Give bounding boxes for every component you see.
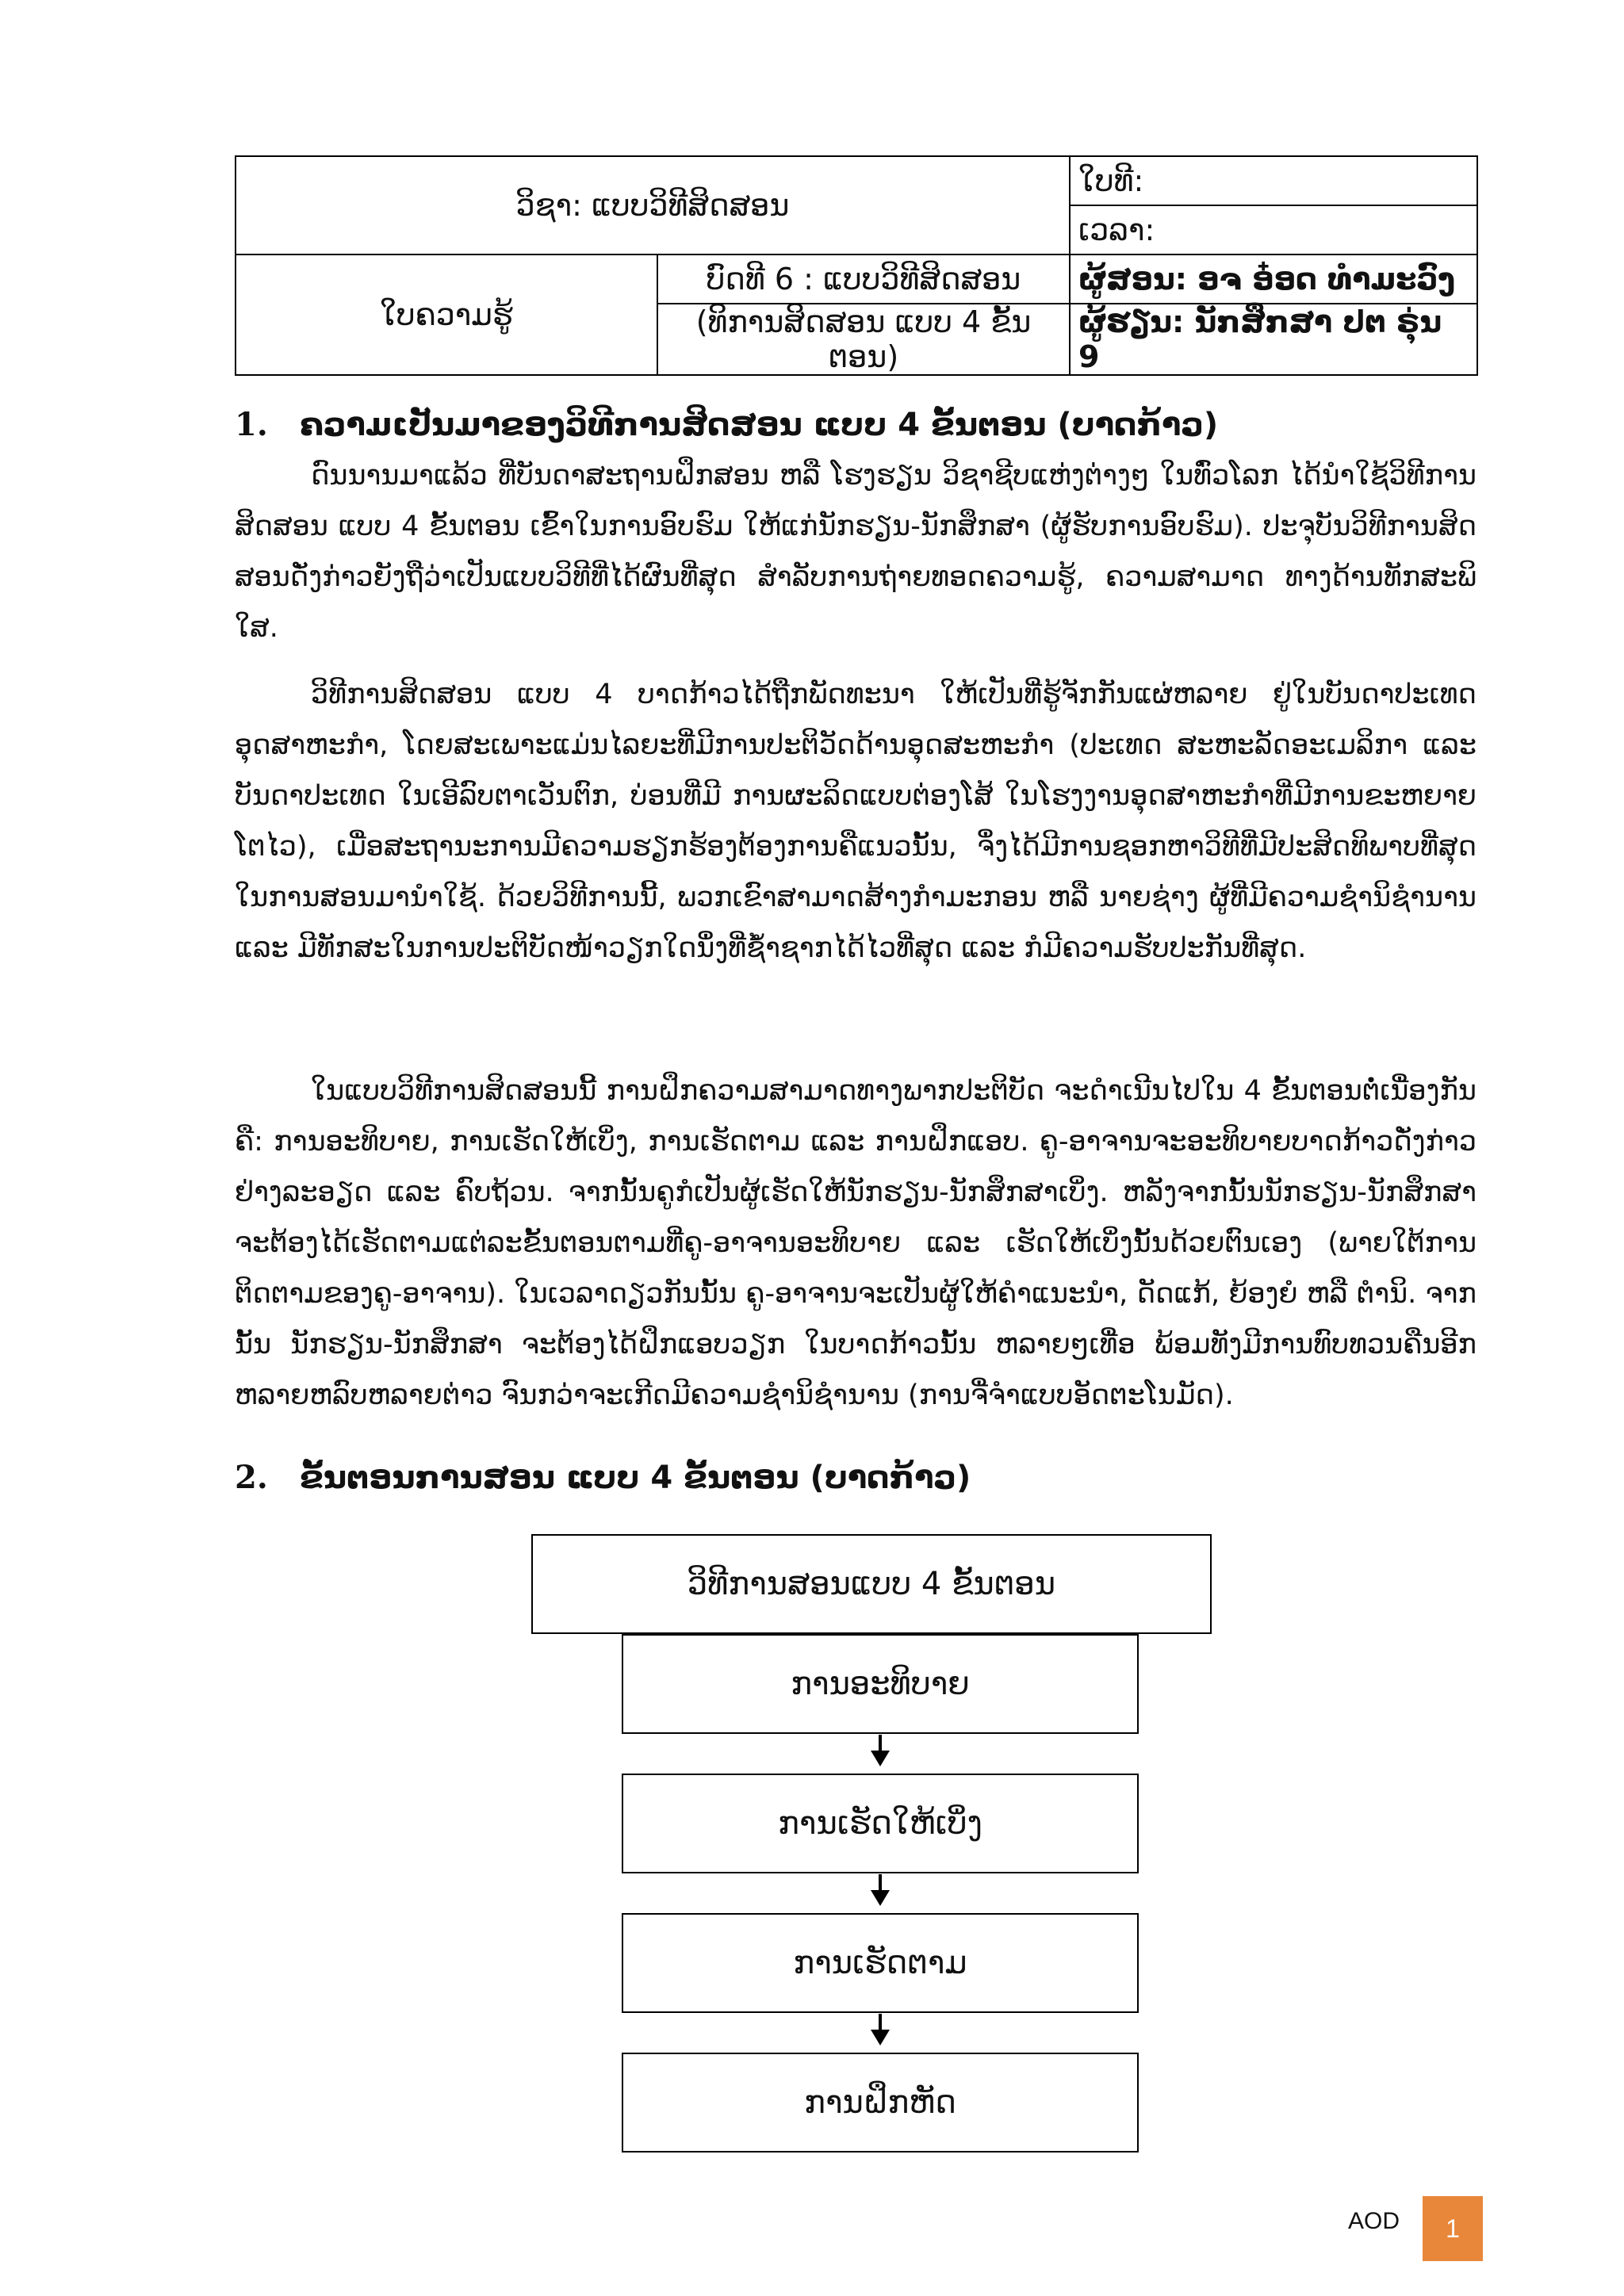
learner-cell: ຜູ້ຮຽນ: ນັກສຶກສາ ປຕ ຣຸ່ນ 9: [1070, 304, 1477, 375]
lesson-title-cell: ບົດທີ 6 : ແບບວິທີສິດສອນ: [657, 254, 1070, 304]
section1-paragraph-2: ວິທີການສິດສອນ ແບບ 4 ບາດກ້າວໄດ້ຖືກພັດທະນາ ໃຫ້ເປັນທີ່ຮູ້ຈັກກັນແຜ່ຫລາຍ ຢູ່ໃນບັນດາປະເທດອຸດສາຫະກຳ, ໂດຍສະເພາະແມ່ນໄລຍະທີ່ມີການປະຕິວັດດ້ານອຸດສະຫະກຳ (ປະເທດ ສະຫະລັດອະເມລິກາ ແລະ ບັນດາປະເທດ ໃນເອີລົບຕາເວັນຕົກ, ບ່ອນທີ່ມີ ການຜະລິດແບບຕ່ອງໂສ້ ໃນໂຮງງານອຸດສາຫະກຳທີ່ມີການຂະຫຍາຍໂຕໄວ), ເມື່ອສະຖານະການມີຄວາມຮຽກຮ້ອງຕ້ອງການຄືແນວນັ້ນ, ຈຶ່ງໄດ້ມີການຊອກຫາວິທີທີ່ມີປະສິດທິພາບທີ່ສຸດໃນການສອນມານຳໃຊ້. ດ້ວຍວິທີການນີ້, ພວກເຂົາສາມາດສ້າງກຳມະກອນ ຫລື ນາຍຊ່າງ ຜູ້ທີ່ມີຄວາມຊຳນິຊຳນານ ແລະ ມີທັກສະໃນການປະຕິບັດໜ້າວຽກໃດນຶ່ງທີ່ຊ້ຳຊາກໄດ້ໄວທີ່ສຸດ ແລະ ກໍມີຄວາມຮັບປະກັນທີ່ສຸດ.: [235, 679, 1477, 964]
section2-heading: [235, 1454, 1477, 1502]
flowchart-step-demonstrate: [622, 1774, 1139, 1873]
time-cell: ເວລາ:: [1070, 205, 1477, 254]
section1-paragraph-3: ໃນແບບວິທີການສິດສອນນີ້ ການຝຶກຄວາມສາມາດທາງພາກປະຕິບັດ ຈະດຳເນີນໄປໃນ 4 ຂັ້ນຕອນຕໍ່ເນື່ອງກັນ ຄື: ການອະທິບາຍ, ການເຮັດໃຫ້ເບິ່ງ, ການເຮັດຕາມ ແລະ ການຝຶກແອບ. ຄູ-ອາຈານຈະອະທິບາຍບາດກ້າວດັ່ງກ່າວ ຢ່າງລະອຽດ ແລະ ຄົບຖ້ວນ. ຈາກນັ້ນຄູກໍເປັນຜູ້ເຮັດໃຫ້ນັກຮຽນ-ນັກສຶກສາເບິ່ງ. ຫລັງຈາກນັ້ນນັກຮຽນ-ນັກສຶກສາຈະຕ້ອງໄດ້ເຮັດຕາມແຕ່ລະຂັ້ນຕອນຕາມທີ່ຄູ-ອາຈານອະທິບາຍ ແລະ ເຮັດໃຫ້ເບິ່ງນັ້ນດ້ວຍຕົນເອງ (ພາຍໃຕ້ການຕິດຕາມຂອງຄູ-ອາຈານ). ໃນເວລາດຽວກັນນັ້ນ ຄູ-ອາຈານຈະເປັນຜູ້ໃຫ້ຄຳແນະນຳ, ດັດແກ້, ຍ້ອງຍໍ ຫລື ຕຳນິ. ຈາກນັ້ນ ນັກຮຽນ-ນັກສຶກສາ ຈະຕ້ອງໄດ້ຝຶກແອບວຽກ ໃນບາດກ້າວນັ້ນ ຫລາຍໆເທື່ອ ພ້ອມທັງມີການທົບທວນຄືນອີກ ຫລາຍຫລົບຫລາຍຕ່າວ ຈົນກວ່າຈະເກີດມີຄວາມຊຳນິຊຳນານ (ການຈື່ຈຳແບບອັດຕະໂນມັດ).: [235, 1075, 1477, 1411]
footer-label: AOD: [1348, 2208, 1400, 2234]
section1-heading: [235, 401, 1477, 449]
knowledge-sheet-cell: ໃບຄວາມຮູ້: [236, 254, 657, 375]
flowchart-title: ວິທີການສອນແບບ 4 ຂັ້ນຕອນ: [687, 1566, 1056, 1602]
page-number-badge: 1: [1423, 2196, 1483, 2261]
step-label: ການອະທິບາຍ: [791, 1666, 970, 1702]
subject-cell: ວິຊາ: ແບບວິທີສິດສອນ: [236, 156, 1070, 254]
section1-paragraph-1: ດົນນານມາແລ້ວ ທີ່ບັນດາສະຖານຝຶກສອນ ຫລື ໂຮງຮຽນ ວິຊາຊີບແຫ່ງຕ່າງໆ ໃນທົ່ວໂລກ ໄດ້ນຳໃຊ້ວິທີການສິດສອນ ແບບ 4 ຂັ້ນຕອນ ເຂົ້າໃນການອົບຮົມ ໃຫ້ແກ່ນັກຮຽນ-ນັກສຶກສາ (ຜູ້ຮັບການອົບຮົມ). ປະຈຸບັນວິທີການສິດສອນດັ່ງກ່າວຍັງຖືວ່າເປັນແບບວິທີທີ່ໄດ້ຜົນທີ່ສຸດ ສຳລັບການຖ່າຍທອດຄວາມຮູ້, ຄວາມສາມາດ ທາງດ້ານທັກສະພິໃສ.: [235, 460, 1477, 644]
section2-number: 2.: [235, 1459, 268, 1496]
section1-number: 1.: [235, 406, 268, 443]
arrow-line: [879, 1735, 882, 1752]
arrow-line: [879, 2014, 882, 2031]
header-table: [235, 155, 1478, 376]
section2-title: ຂັ້ນຕອນການສອນ ແບບ 4 ຂັ້ນຕອນ (ບາດກ້າວ): [300, 1460, 971, 1496]
sheet-number-cell: ໃບທີ:: [1070, 156, 1477, 205]
arrow-down-icon: [871, 1751, 890, 1766]
flowchart-step-imitate: [622, 1913, 1139, 2013]
section1-title: ຄວາມເປັນມາຂອງວິທີການສິດສອນ ແບບ 4 ຂັ້ນຕອນ (ບາດກ້າວ): [300, 407, 1219, 443]
teacher-cell: ຜູ້ສອນ: ອຈ ອ໋ອດ ທຳມະວົງ: [1070, 254, 1477, 304]
flowchart-title-box: [531, 1534, 1212, 1634]
flowchart-step-practice: [622, 2053, 1139, 2152]
step-label: ການເຮັດຕາມ: [793, 1945, 967, 1981]
step-label: ການຝຶກຫັດ: [804, 2084, 956, 2121]
arrow-down-icon: [871, 2030, 890, 2045]
flowchart-step-explain: [622, 1634, 1139, 1734]
arrow-line: [879, 1874, 882, 1892]
step-label: ການເຮັດໃຫ້ເບິ່ງ: [778, 1805, 982, 1842]
lesson-subtitle-cell: (ທິການສິດສອນ ແບບ 4 ຂັ້ນຕອນ): [657, 304, 1070, 375]
arrow-down-icon: [871, 1890, 890, 1906]
